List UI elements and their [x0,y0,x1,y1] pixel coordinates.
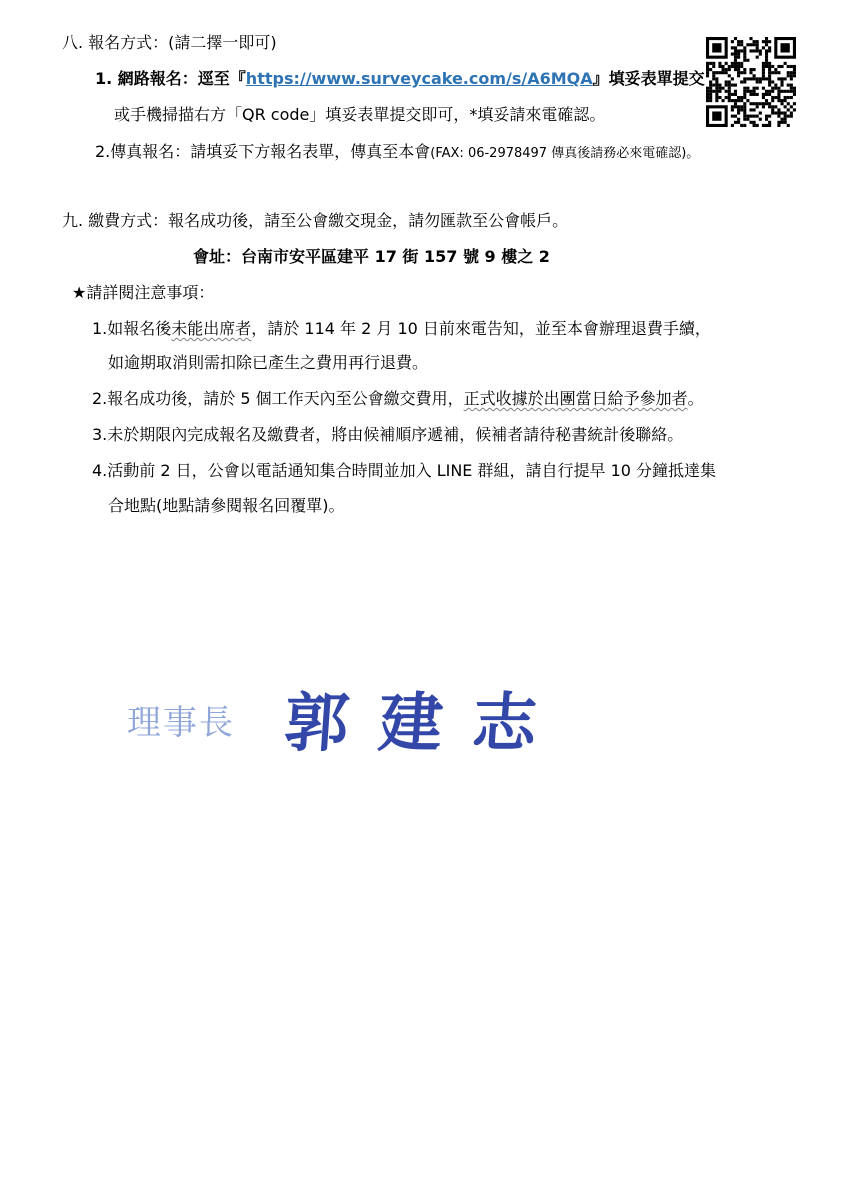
section9-heading: 九. 繳費方式：報名成功後，請至公會繳交現金，請勿匯款至公會帳戶。 [62,211,569,230]
note-2-suffix: 。 [687,389,704,408]
online-registration-suffix: 』填妥表單提交 [592,69,705,88]
fax-registration-line [95,141,699,165]
signature-name: 郭建志 [281,686,570,761]
notes-heading: ★請詳閱注意事項： [72,283,215,302]
note-1-highlight: 未能出席者 [171,319,252,338]
note-4-line1: 4.活動前 2 日，公會以電話通知集合時間並加入 LINE 群組，請自行提早 10 分鐘抵達集 [92,461,717,480]
note-4-line2: 合地點(地點請參閱報名回覆單)。 [108,496,345,515]
note-2 [92,388,704,410]
online-registration-line [95,68,705,90]
note-2-highlight: 正式收據於出團當日給予參加者 [463,389,688,408]
section8-heading: 八. 報名方式：(請二擇一即可) [62,33,277,52]
fax-registration-main: 2.傳真報名：請填妥下方報名表單，傳真至本會 [95,142,431,161]
association-address: 會址：台南市安平區建平 17 街 157 號 9 樓之 2 [193,247,550,266]
online-registration-prefix: 1. 網路報名：逕至『 [95,69,246,88]
note-1-line2: 如逾期取消則需扣除已產生之費用再行退費。 [108,353,429,372]
fax-number-note: (FAX: 06-2978497 傳真後請務必來電確認)。 [430,146,700,161]
note-1-prefix: 1.如報名後 [92,319,172,338]
online-registration-line2: 或手機掃描右方「QR code」填妥表單提交即可，*填妥請來電確認。 [114,105,606,124]
signature-title: 理事長 [127,703,235,743]
qr-code-icon[interactable] [706,37,796,127]
note-1-line1 [92,318,711,340]
note-3: 3.未於期限內完成報名及繳費者，將由候補順序遞補，候補者請待秘書統計後聯絡。 [92,425,684,444]
survey-link[interactable]: https://www.surveycake.com/s/A6MQA [245,69,593,88]
note-1-suffix: ，請於 114 年 2 月 10 日前來電告知，並至本會辦理退費手續， [251,319,711,338]
note-2-prefix: 2.報名成功後，請於 5 個工作天內至公會繳交費用， [92,389,464,408]
